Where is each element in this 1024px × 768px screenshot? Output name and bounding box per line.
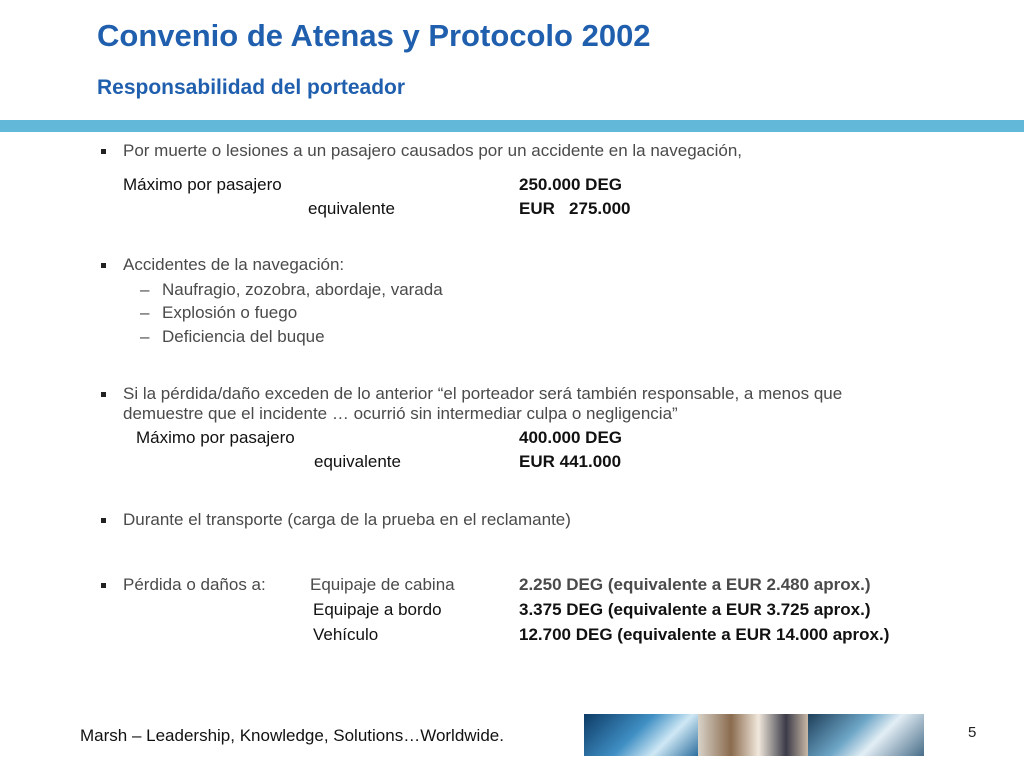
header-divider — [0, 120, 1024, 132]
dash-1: – — [140, 280, 150, 299]
dash-2: – — [140, 303, 150, 322]
sub-item-3: Deficiencia del buque — [162, 327, 325, 346]
loss-item-1: Equipaje de cabina — [310, 575, 455, 594]
equiv-value-2: EUR 441.000 — [519, 452, 622, 471]
globe-photo — [584, 714, 698, 756]
footer-photo-strip — [584, 714, 924, 756]
equiv-value-1: EUR 275.000 — [519, 199, 631, 218]
loss-value-1: 2.250 DEG (equivalente a EUR 2.480 aprox.) — [519, 575, 871, 594]
page-number: 5 — [968, 724, 977, 741]
equiv-label-2: equivalente — [314, 452, 401, 471]
sub-item-1: Naufragio, zozobra, abordaje, varada — [162, 280, 443, 299]
max-label-1: Máximo por pasajero — [123, 175, 282, 194]
loss-item-2: Equipaje a bordo — [313, 600, 442, 619]
bullet-3 — [101, 392, 106, 397]
bullet-2 — [101, 263, 106, 268]
bullet-text-4: Durante el transporte (carga de la prueba en el reclamante) — [123, 510, 571, 529]
bullet-text-2: Accidentes de la navegación: — [123, 255, 345, 274]
puzzle-photo — [808, 714, 924, 756]
bullet-text-3b: demuestre que el incidente … ocurrió sin intermediar culpa o negligencia” — [123, 404, 678, 423]
slide-subtitle: Responsabilidad del porteador — [97, 76, 406, 99]
max-label-2: Máximo por pasajero — [136, 428, 295, 447]
bullet-5 — [101, 583, 106, 588]
equiv-label-1: equivalente — [308, 199, 395, 218]
bullet-1 — [101, 149, 106, 154]
max-value-1: 250.000 DEG — [519, 175, 623, 194]
bullet-text-1: Por muerte o lesiones a un pasajero causados por un accidente en la navegación, — [123, 141, 743, 160]
dash-3: – — [140, 327, 150, 346]
footer-tagline: Marsh – Leadership, Knowledge, Solutions…Worldwide. — [80, 726, 504, 745]
loss-item-3: Vehículo — [313, 625, 379, 644]
max-value-2: 400.000 DEG — [519, 428, 623, 447]
sub-item-2: Explosión o fuego — [162, 303, 298, 322]
loss-value-3: 12.700 DEG (equivalente a EUR 14.000 aprox.) — [519, 625, 890, 644]
bullet-4 — [101, 518, 106, 523]
loss-value-2: 3.375 DEG (equivalente a EUR 3.725 aprox.) — [519, 600, 871, 619]
bullet-text-3a: Si la pérdida/daño exceden de lo anterior “el porteador será también responsable, a menos que — [123, 384, 843, 403]
bullet-text-5: Pérdida o daños a: — [123, 575, 266, 594]
business-people-photo — [698, 714, 808, 756]
slide-title: Convenio de Atenas y Protocolo 2002 — [97, 18, 651, 53]
